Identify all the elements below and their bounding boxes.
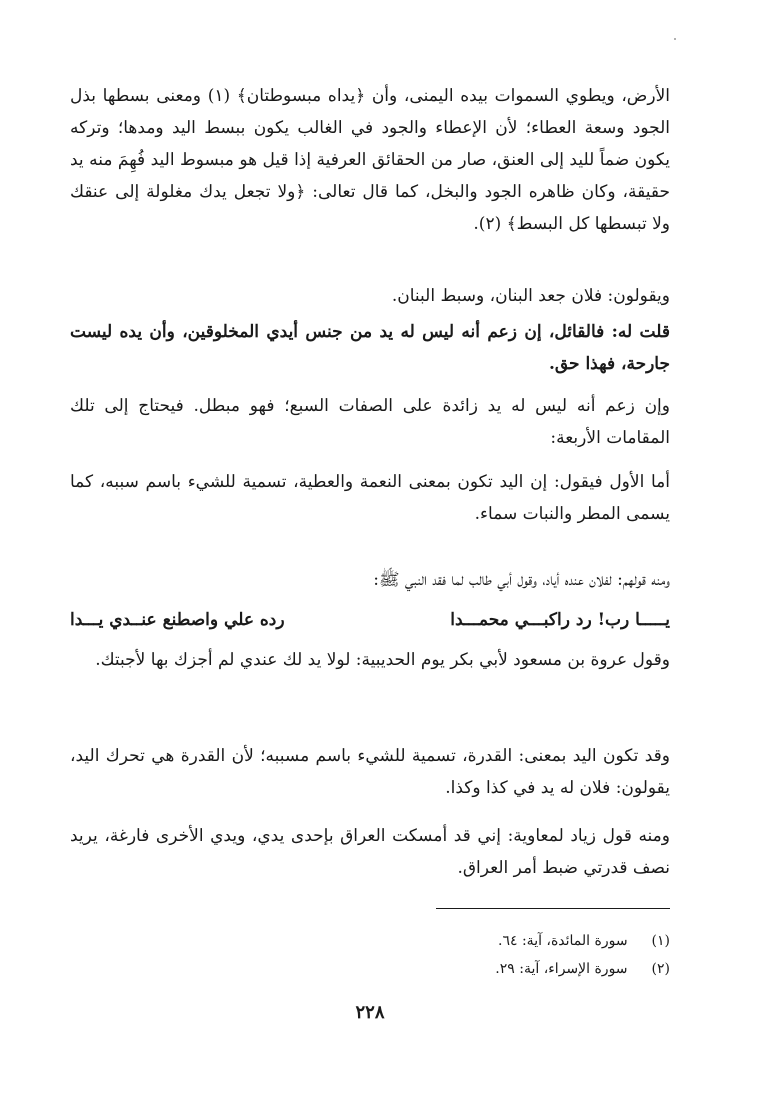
- page-number: ٢٢٨: [355, 1002, 385, 1023]
- paragraph-3: قلت له: فالقائل، إن زعم أنه ليس له يد من جنس أيدي المخلوقين، وأن يده ليست جارحة، فهذا حق.: [70, 322, 670, 374]
- verse-left-hemistich: رده علي واصطنع عنــدي يـــدا: [70, 610, 285, 630]
- paragraph-8: وقد تكون اليد بمعنى: القدرة، تسمية للشيء باسم مسببه؛ لأن القدرة هي تحرك اليد، يقولون: فلان له يد في كذا وكذا.: [70, 746, 670, 798]
- paragraph-9: ومنه قول زياد لمعاوية: إني قد أمسكت العراق بإحدى يدي، ويدي الأخرى فارغة، يريد نصف قدرتي ضبط أمر العراق.: [70, 826, 670, 878]
- footnote-2-number: (٢): [651, 961, 670, 977]
- poetry-verse: [70, 604, 670, 636]
- scan-speck: [674, 38, 676, 40]
- footnote-1: [270, 930, 670, 952]
- paragraph-5: أما الأول فيقول: إن اليد تكون بمعنى النعمة والعطية، تسمية للشيء باسم سببه، كما يسمى المطر والنبات سماء.: [70, 472, 670, 524]
- paragraph-6: ومنه قولهم: لفلان عنده أياد، وقول أبي طالب لما فقد النبي ﷺ:: [373, 570, 670, 590]
- footnote-2: [270, 958, 670, 980]
- paragraph-4: وإن زعم أنه ليس له يد زائدة على الصفات السبع؛ فهو مبطل. فيحتاج إلى تلك المقامات الأربعة:: [70, 396, 670, 448]
- book-page: [70, 0, 670, 1100]
- footnote-1-text: سورة المائدة، آية: ٦٤.: [498, 933, 628, 949]
- footnote-separator: [436, 908, 670, 909]
- footnote-2-text: سورة الإسراء، آية: ٢٩.: [495, 961, 628, 977]
- footnote-1-number: (١): [651, 933, 670, 949]
- paragraph-1: الأرض، ويطوي السموات بيده اليمنى، وأن ﴿يداه مبسوطتان﴾ (١) ومعنى بسطها بذل الجود وسعة العطاء؛ لأن الإعطاء والجود في الغالب يكون ببسط اليد ومدها؛ وتركه يكون ضماً لليد إلى العنق، صار من الحقائق العرفية إذا قيل هو مبسوط اليد فُهِمَ منه يد حقيقة، وكان ظاهره الجود والبخل، كما قال تعالى: ﴿ولا تجعل يدك مغلولة إلى عنقك ولا تبسطها كل البسط﴾ (٢).: [70, 86, 670, 234]
- verse-right-hemistich: يـــــا رب! رد راكبـــي محمـــدا: [450, 610, 670, 630]
- paragraph-7: وقول عروة بن مسعود لأبي بكر يوم الحديبية: لولا يد لك عندي لم أجزك بها لأجبتك.: [95, 650, 670, 670]
- paragraph-2: ويقولون: فلان جعد البنان، وسبط البنان.: [391, 286, 670, 306]
